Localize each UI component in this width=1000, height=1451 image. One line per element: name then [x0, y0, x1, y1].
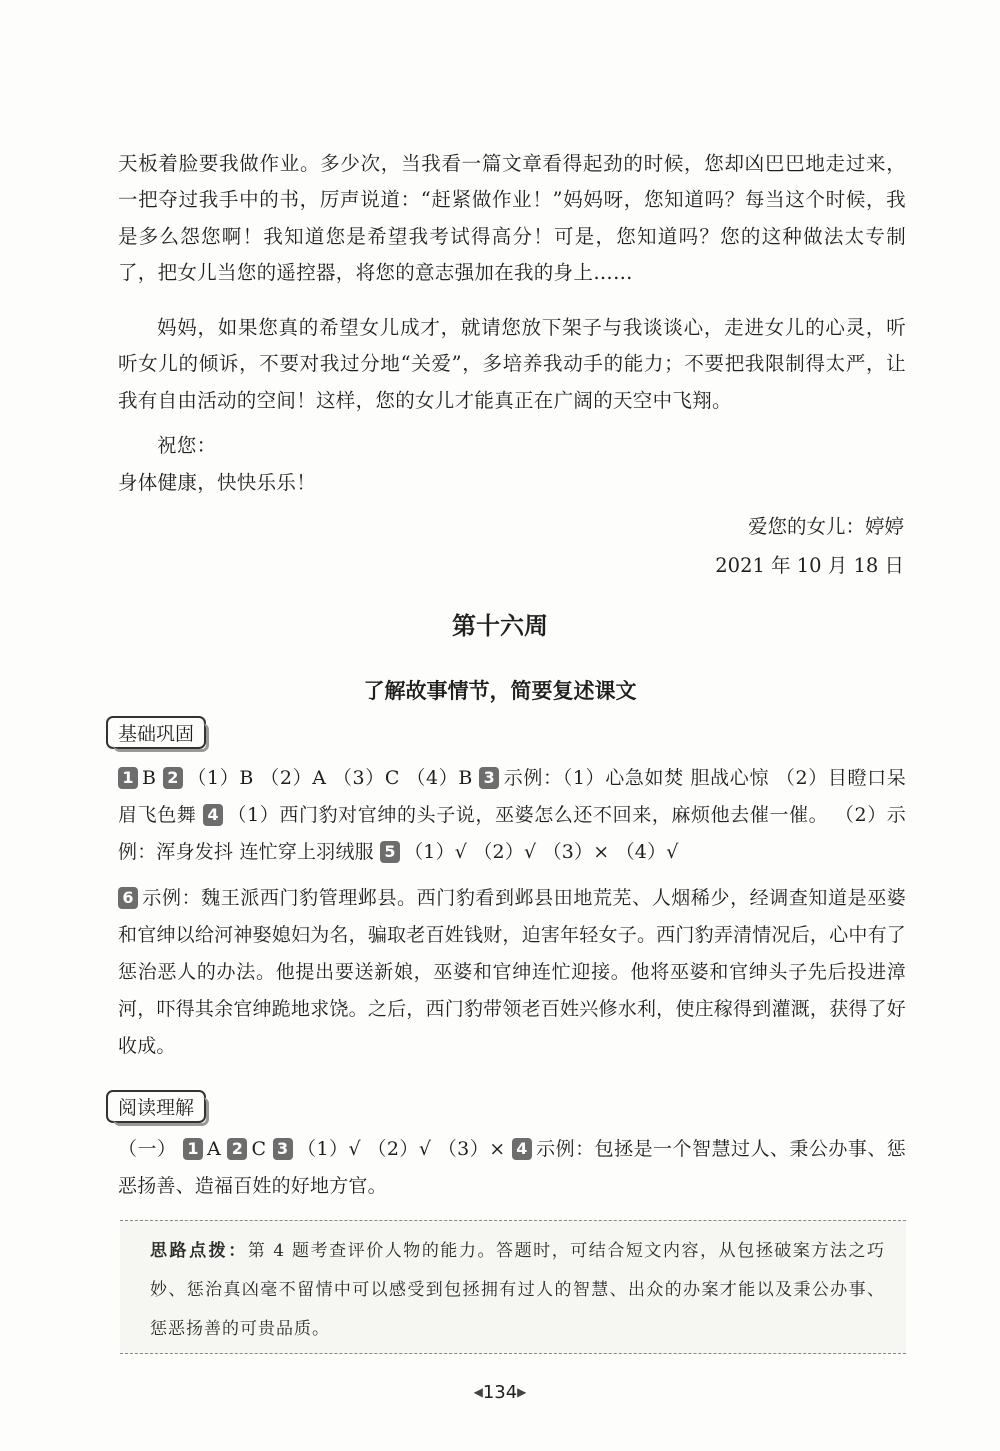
lesson-title: 了解故事情节，简要复述课文	[363, 679, 637, 703]
reading-part-prefix: （一）	[118, 1138, 177, 1160]
letter-signature: 爱您的女儿：婷婷	[747, 515, 904, 538]
answer-q4: （1）西门豹对官绅的头子说，巫婆怎么还不回来，麻烦他去催一催。 （2）示例：浑身发抖 连忙穿上羽绒服	[118, 804, 906, 863]
hint-text-block	[150, 1232, 885, 1349]
question-number-badge: 1	[183, 1138, 203, 1160]
reading-answer-q1: A	[206, 1138, 221, 1160]
letter-paragraph-2: 妈妈，如果您真的希望女儿成才，就请您放下架子与我谈谈心，走进女儿的心灵，听听女儿的倾诉，不要对我过分地“关爱”，多培养我动手的能力；不要把我限制得太严，让我有自由活动的空间！这样，您的女儿才能真正在广阔的天空中飞翔。	[118, 316, 906, 412]
question-number-badge: 5	[380, 841, 400, 863]
reading-answer-q4: 示例：包拯是一个智慧过人、秉公办事、惩恶扬善、造福百姓的好地方官。	[118, 1138, 907, 1197]
question-number-badge: 3	[273, 1138, 293, 1160]
question-number-badge: 2	[227, 1138, 247, 1160]
basic-answer-6	[118, 880, 906, 1065]
answer-q3: 示例：（1）心急如焚 胆战心惊 （2）目瞪口呆 眉飞色舞	[118, 767, 907, 826]
hint-title: 思路点拨：	[150, 1241, 248, 1261]
section-label-basic: 基础巩固	[106, 716, 206, 749]
basic-answers	[118, 760, 906, 871]
triangle-left-icon: ◀	[473, 1385, 483, 1399]
question-number-badge: 4	[512, 1138, 532, 1160]
letter-paragraph-1: 天板着脸要我做作业。多少次，当我看一篇文章看得起劲的时候，您却凶巴巴地走过来，一把夺过我手中的书，厉声说道：“赶紧做作业！”妈妈呀，您知道吗？每当这个时候，我是多么怨您啊！我知道您是希望我考试得高分！可是，您知道吗？您的这种做法太专制了，把女儿当您的遥控器，将您的意志强加在我的身上……	[118, 152, 906, 284]
letter-greeting: 祝您：	[157, 434, 217, 457]
reading-answers	[118, 1131, 906, 1205]
week-title: 第十六周	[452, 612, 548, 640]
question-number-badge: 6	[118, 887, 138, 909]
answer-q6: 示例：魏王派西门豹管理邺县。西门豹看到邺县田地荒芜、人烟稀少，经调查知道是巫婆和官绅以给河神娶媳妇为名，骗取老百姓钱财，迫害年轻女子。西门豹弄清情况后，心中有了惩治恶人的办法。他提出要送新娘，巫婆和官绅连忙迎接。他将巫婆和官绅头子先后投进漳河，吓得其余官绅跪地求饶。之后，西门豹带领老百姓兴修水利，使庄稼得到灌溉，获得了好收成。	[118, 887, 906, 1057]
question-number-badge: 3	[479, 767, 499, 789]
question-number-badge: 1	[118, 767, 138, 789]
letter-wish: 身体健康，快快乐乐！	[118, 471, 317, 494]
section-label-reading: 阅读理解	[106, 1090, 206, 1123]
reading-answer-q3: （1）√ （2）√ （3）×	[296, 1138, 506, 1160]
question-number-badge: 4	[203, 804, 223, 826]
page-number	[0, 1382, 1000, 1403]
page-number-text: 134	[482, 1382, 518, 1403]
reading-answer-q2: C	[251, 1138, 267, 1160]
answer-q2: （1）B （2）A （3）C （4）B	[186, 767, 473, 789]
answer-q5: （1）√ （2）√ （3）× （4）√	[404, 841, 679, 863]
hint-content: 第 4 题考查评价人物的能力。答题时，可结合短文内容，从包拯破案方法之巧妙、惩治真凶毫不留情中可以感受到包拯拥有过人的智慧、出众的办案才能以及秉公办事、惩恶扬善的可贵品质。	[150, 1241, 886, 1339]
question-number-badge: 2	[163, 767, 183, 789]
answer-q1: B	[142, 767, 157, 789]
triangle-right-icon: ▶	[517, 1385, 527, 1399]
letter-date: 2021 年 10 月 18 日	[715, 554, 904, 577]
